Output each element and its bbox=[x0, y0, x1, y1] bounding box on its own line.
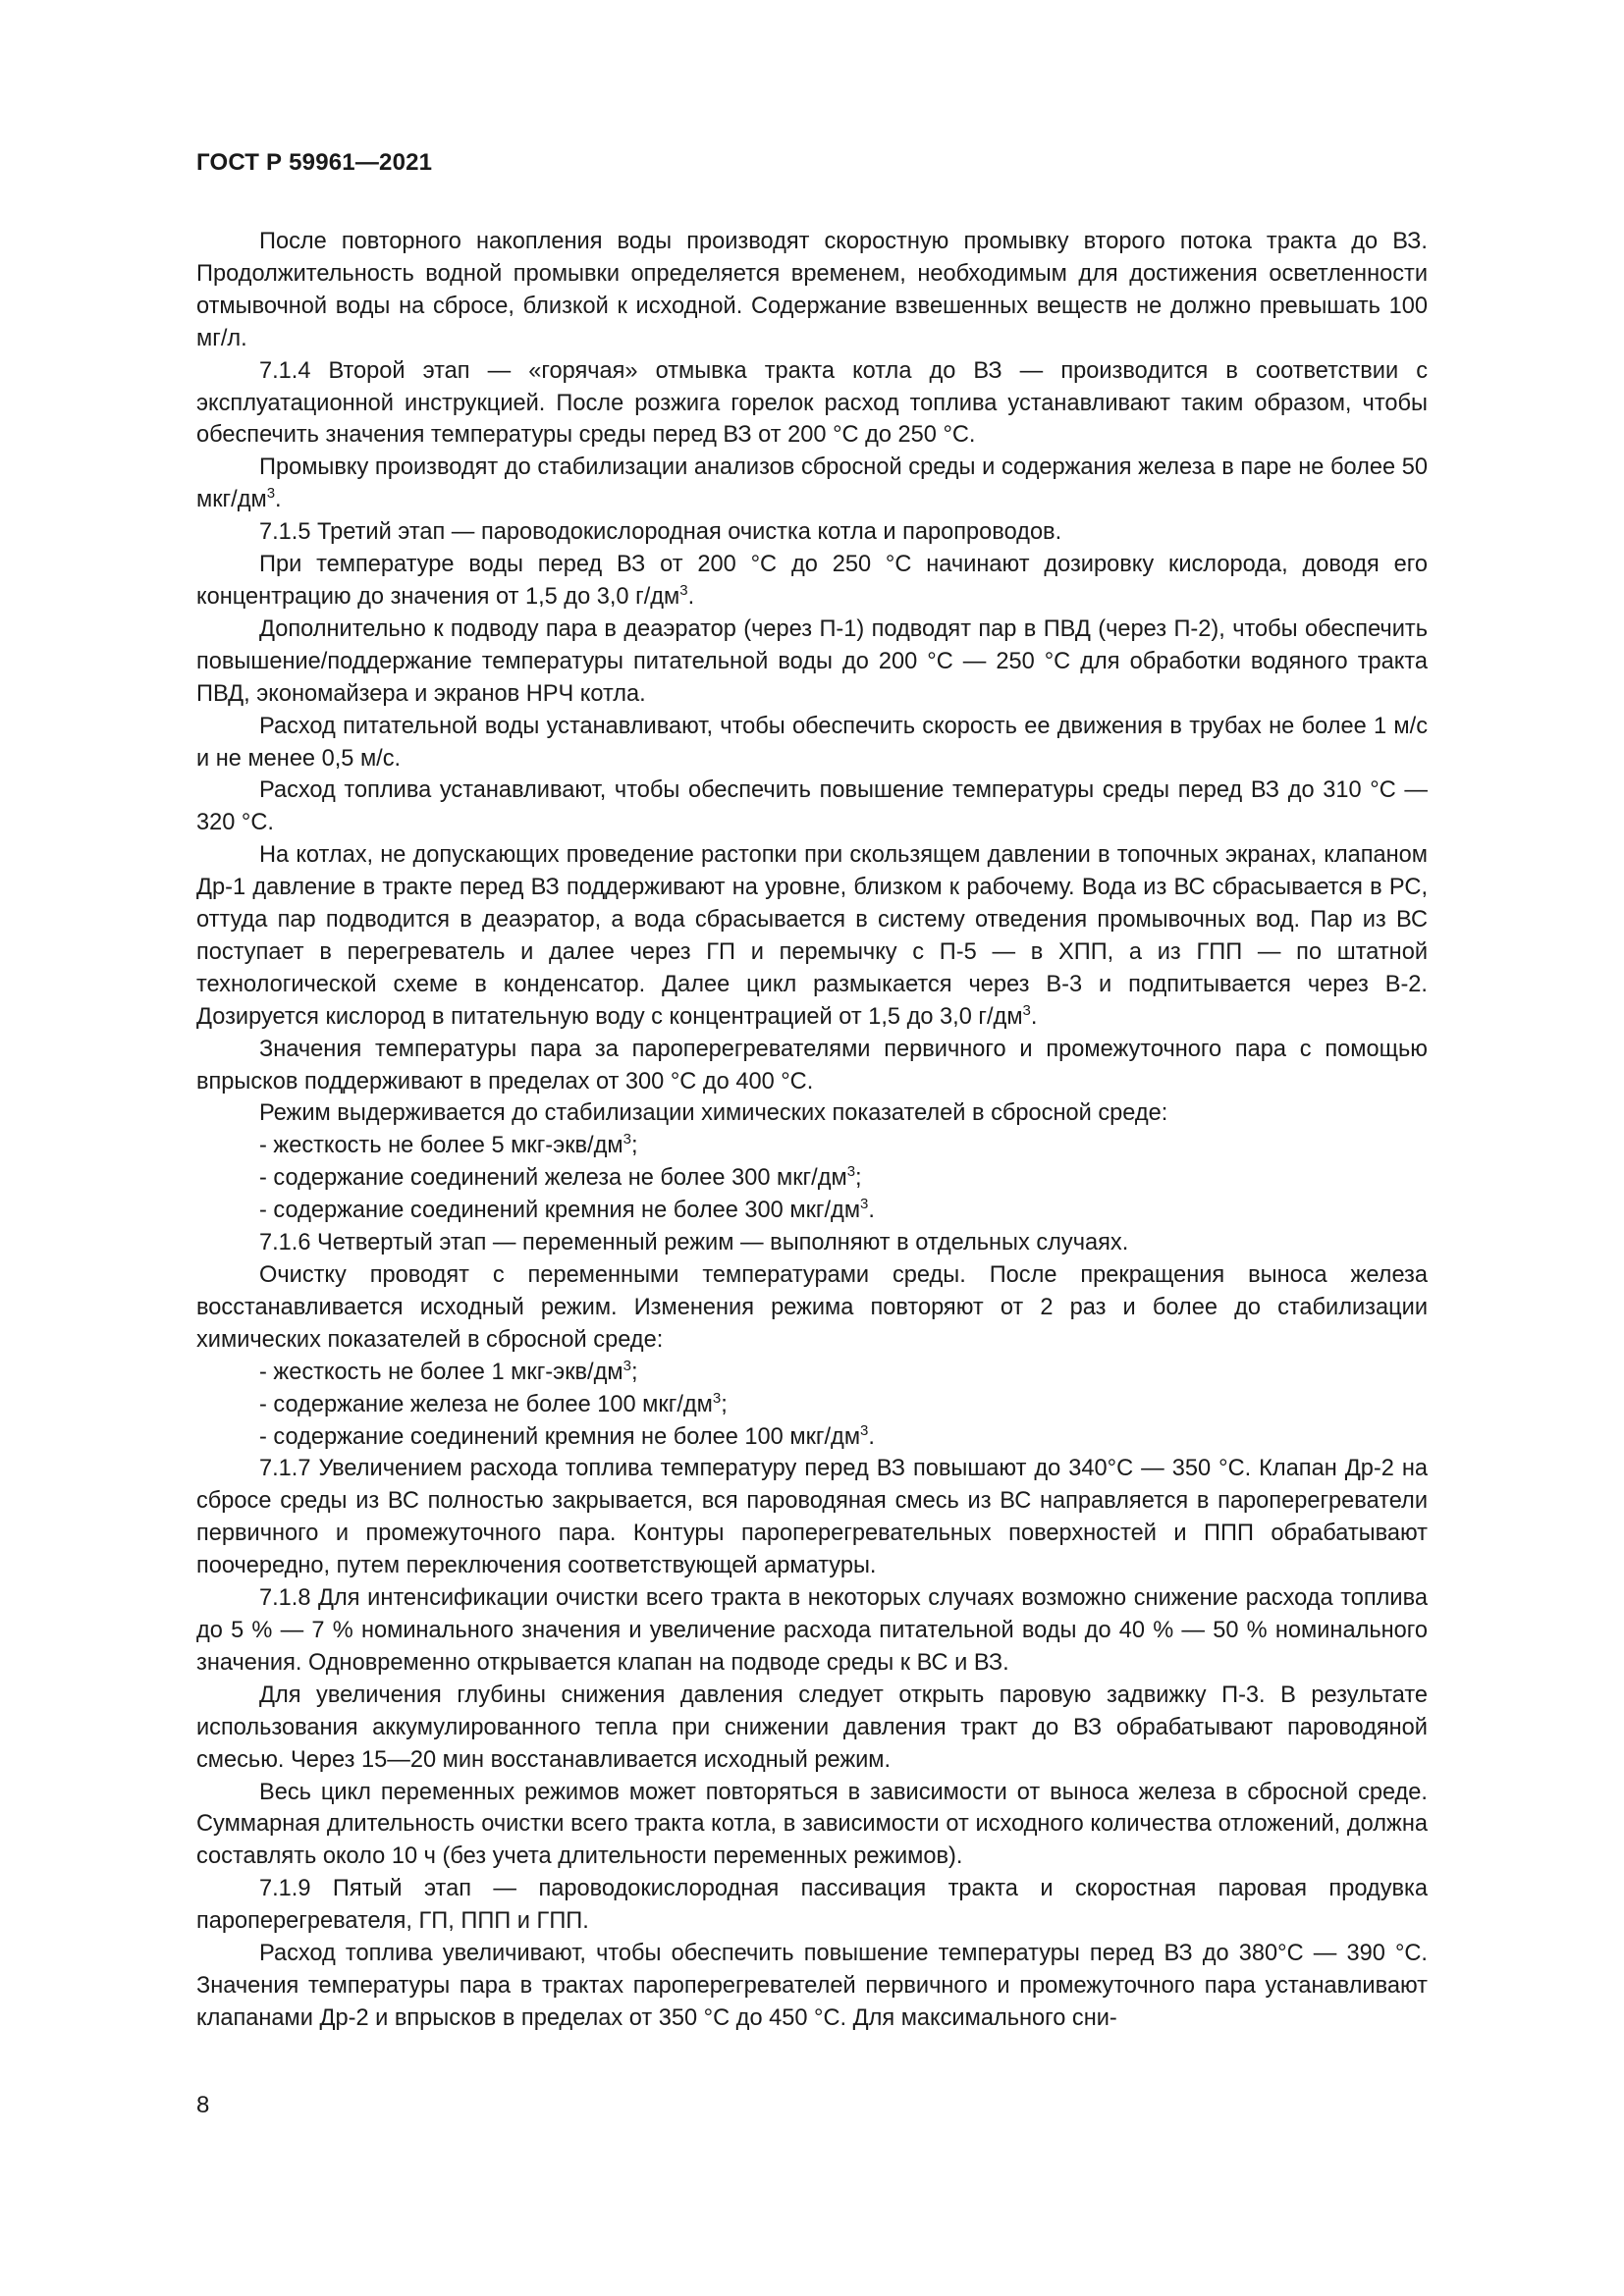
paragraph: Для увеличения глубины снижения давления следует открыть паровую задвижку П-3. В результате использования аккумулированного тепла при снижении давления тракт до ВЗ обрабатывают пароводяной смесью. Через 15—20 мин восстанавливается исходный режим. bbox=[196, 1682, 1428, 1773]
paragraph: Очистку проводят с переменными температурами среды. После прекращения выноса железа восстанавливается исходный режим. Изменения режима повторяют от 2 раз и более до стабилизации химических показателей в сбросной среде: bbox=[196, 1262, 1428, 1353]
paragraph-text: При температуре воды перед ВЗ от 200 °С до 250 °С начинают дозировку кислорода, доводя его концентрацию до значения от 1,5 до 3,0 г/дм bbox=[196, 552, 1428, 610]
document-header: ГОСТ Р 59961—2021 bbox=[196, 149, 433, 176]
stage4-criteria-list bbox=[196, 1357, 1428, 1454]
list-item: - содержание железа не более 100 мкг/$дм^3$; bbox=[196, 1389, 1428, 1421]
unit-superscript: 3 bbox=[266, 485, 276, 503]
paragraph: 7.1.8 Для интенсификации очистки всего тракта в некоторых случаях возможно снижение расхода топлива до 5 % — 7 % номинального значения и увеличение расхода питательной воды до 40 % — 50 % номинального значения. Одновременно открывается клапан на подводе среды к ВС и ВЗ. bbox=[196, 1585, 1428, 1676]
unit-superscript: 3 bbox=[712, 1389, 722, 1407]
paragraph bbox=[196, 839, 1428, 1033]
list-item: - жесткость не более 1 мкг-$экв/дм^3$; bbox=[196, 1357, 1428, 1389]
paragraph: 7.1.7 Увеличением расхода топлива температуру перед ВЗ повышают до 340°С — 350 °С. Клапан Др-2 на сбросе среды из ВС полностью закрывается, вся пароводяная смесь из ВС направляется в пароперегреватели первичного и промежуточного пара. Контуры пароперегревательных поверхностей и ППП обрабатывают поочередно, путем переключения соответствующей арматуры. bbox=[196, 1456, 1428, 1579]
paragraph: После повторного накопления воды производят скоростную промывку второго потока тракта до ВЗ. Продолжительность водной промывки определяется временем, необходимым для достижения осветленности отмывочной воды на сбросе, близкой к исходной. Содержание взвешенных веществ не должно превышать 100 мг/л. bbox=[196, 229, 1428, 351]
unit-superscript: 3 bbox=[846, 1163, 856, 1181]
document-body bbox=[196, 226, 1428, 2035]
paragraph bbox=[196, 452, 1428, 516]
page-number: 8 bbox=[196, 2092, 210, 2118]
unit-superscript: 3 bbox=[860, 1421, 869, 1439]
paragraph-text: Промывку производят до стабилизации анализов сбросной среды и содержания железа в паре не более 50 мкг/дм bbox=[196, 454, 1428, 513]
paragraph-text: На котлах, не допускающих проведение растопки при скользящем давлении в топочных экранах, клапаном Др-1 давление в тракте перед ВЗ поддерживают на уровне, близком к рабочему. Вода из ВС сбрасывается в РС, оттуда пар подводится в деаэратор, а вода сбрасывается в систему отведения промывочных вод. Пар из ВС поступает в перегреватель и далее через ГП и перемычку с П-5 — в ХПП, а из ГПП — по штатной технологической схеме в конденсатор. Далее цикл размыкается через В-3 и подпитывается через В-2. Дозируется кислород в питательную воду с концентрацией от 1,5 до 3,0 г/дм bbox=[196, 842, 1428, 1030]
paragraph: Значения температуры пара за пароперегревателями первичного и промежуточного пара с помощью впрысков поддерживают в пределах от 300 °С до 400 °С. bbox=[196, 1036, 1428, 1095]
unit-superscript: 3 bbox=[1022, 1001, 1031, 1019]
list-item: - жесткость не более 5 мкг-$экв/дм^3$; bbox=[196, 1130, 1428, 1162]
paragraph: Весь цикл переменных режимов может повторяться в зависимости от выноса железа в сбросной среде. Суммарная длительность очистки всего тракта котла, в зависимости от исходного количества отложений, должна составлять около 10 ч (без учета длительности переменных режимов). bbox=[196, 1779, 1428, 1870]
paragraph-end: . bbox=[687, 583, 695, 610]
paragraph: Расход питательной воды устанавливают, чтобы обеспечить скорость ее движения в трубах не более 1 м/с и не менее 0,5 м/с. bbox=[196, 713, 1428, 772]
list-item: - содержание соединений железа не более 300 мкг/$дм^3$; bbox=[196, 1162, 1428, 1195]
paragraph: 7.1.9 Пятый этап — пароводокислородная пассивация тракта и скоростная паровая продувка пароперегревателя, ГП, ППП и ГПП. bbox=[196, 1876, 1428, 1935]
unit-superscript: 3 bbox=[860, 1196, 869, 1213]
paragraph: Режим выдерживается до стабилизации химических показателей в сбросной среде: bbox=[259, 1100, 1168, 1127]
paragraph bbox=[196, 549, 1428, 614]
stage3-criteria-list bbox=[196, 1130, 1428, 1227]
list-item: - содержание соединений кремния не более 300 мкг/$дм^3$. bbox=[196, 1195, 1428, 1227]
paragraph: 7.1.6 Четвертый этап — переменный режим — выполняют в отдельных случаях. bbox=[259, 1230, 1129, 1256]
paragraph: Дополнительно к подводу пара в деаэратор (через П-1) подводят пар в ПВД (через П-2), чтобы обеспечить повышение/поддержание температуры питательной воды до 200 °С — 250 °С для обработки водяного тракта ПВД, экономайзера и экранов НРЧ котла. bbox=[196, 615, 1428, 707]
paragraph-end: . bbox=[1030, 1003, 1038, 1030]
unit-superscript: 3 bbox=[623, 1357, 631, 1374]
list-item: - содержание соединений кремния не более 100 мкг/$дм^3$. bbox=[196, 1421, 1428, 1454]
paragraph-end: . bbox=[275, 487, 282, 513]
unit-superscript: 3 bbox=[679, 581, 688, 599]
paragraph: 7.1.4 Второй этап — «горячая» отмывка тракта котла до ВЗ — производится в соответствии с эксплуатационной инструкцией. После розжига горелок расход топлива устанавливают таким образом, чтобы обеспечить значения температуры среды перед ВЗ от 200 °С до 250 °С. bbox=[196, 357, 1428, 449]
paragraph: Расход топлива устанавливают, чтобы обеспечить повышение температуры среды перед ВЗ до 310 °С — 320 °С. bbox=[196, 777, 1428, 836]
paragraph: 7.1.5 Третий этап — пароводокислородная очистка котла и паропроводов. bbox=[259, 519, 1062, 546]
unit-superscript: 3 bbox=[623, 1131, 631, 1148]
paragraph: Расход топлива увеличивают, чтобы обеспечить повышение температуры перед ВЗ до 380°С — 390 °С. Значения температуры пара в трактах пароперегревателей первичного и промежуточного пара устанавливают клапанами Др-2 и впрысков в пределах от 350 °С до 450 °С. Для максимального сни- bbox=[196, 1941, 1428, 2031]
